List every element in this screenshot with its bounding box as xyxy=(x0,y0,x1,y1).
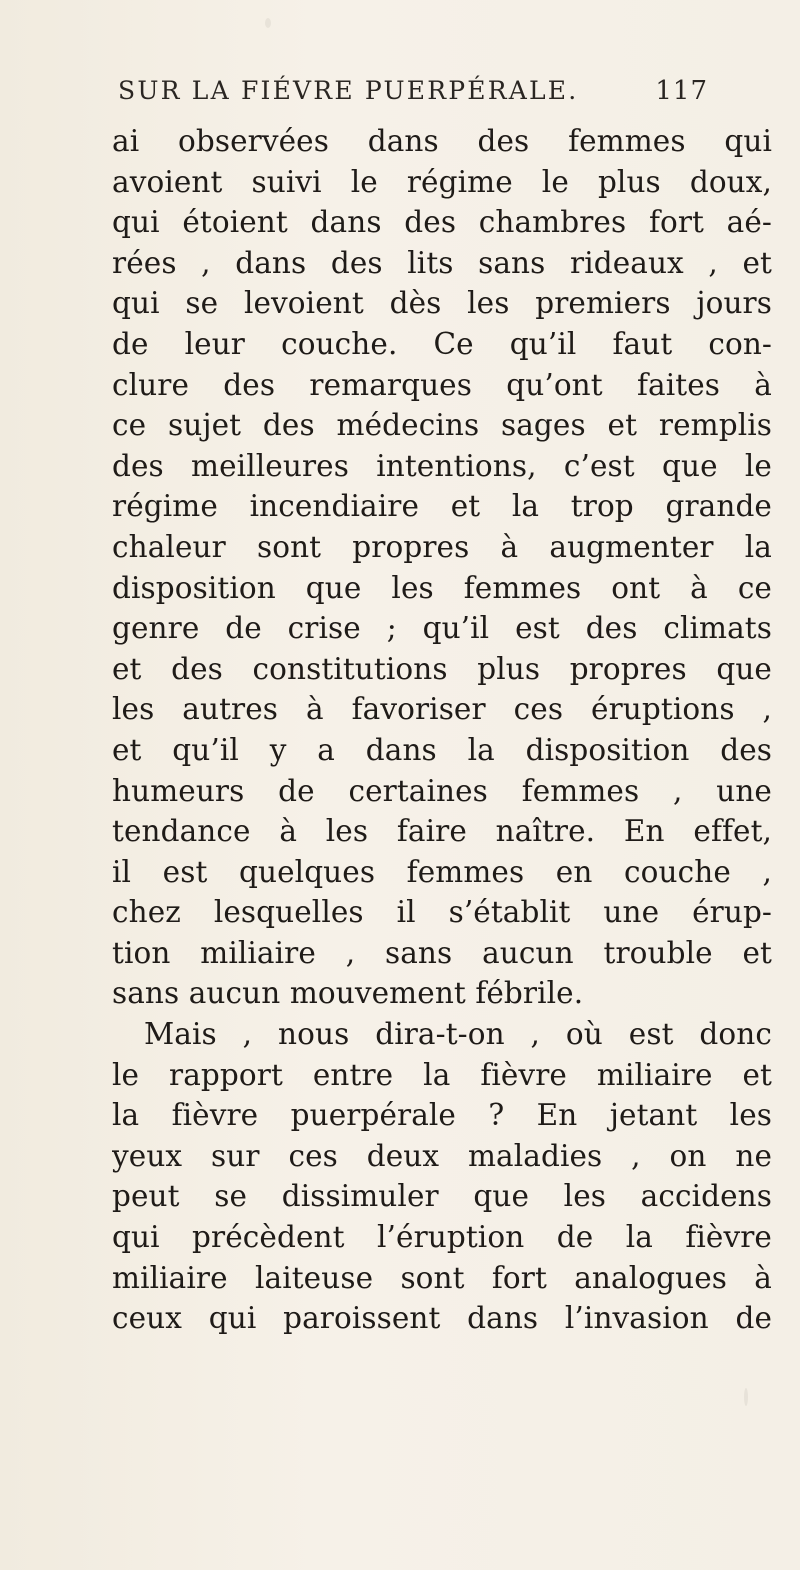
text-line: qui précèdent l’éruption de la fièvre xyxy=(112,1220,772,1255)
text-line: tendance à les faire naître. En effet, xyxy=(112,814,772,849)
paper-blemish xyxy=(265,18,271,28)
text-line: clure des remarques qu’ont faites à xyxy=(112,367,772,402)
body-text xyxy=(112,121,772,1339)
running-title: SUR LA FIÉVRE PUERPÉRALE. xyxy=(118,76,579,105)
text-line: rées , dans des lits sans rideaux , et xyxy=(112,245,772,280)
text-line: ai observées dans des femmes qui xyxy=(112,124,772,158)
text-line: des meilleures intentions, c’est que le xyxy=(112,448,772,483)
text-line: ceux qui paroissent dans l’invasion de xyxy=(112,1301,772,1336)
text-line: ce sujet des médecins sages et remplis xyxy=(112,408,772,443)
text-line: de leur couche. Ce qu’il faut con- xyxy=(112,326,772,361)
text-line: régime incendiaire et la trop grande xyxy=(112,489,772,524)
text-line: et des constitutions plus propres que xyxy=(112,651,772,686)
text-line: miliaire laiteuse sont fort analogues à xyxy=(112,1260,772,1295)
text-line: genre de crise ; qu’il est des climats xyxy=(112,611,772,646)
text-line: il est quelques femmes en couche , xyxy=(112,854,772,889)
text-line: Mais , nous dira-t-on , où est donc xyxy=(144,1017,772,1052)
text-line: avoient suivi le régime le plus doux, xyxy=(112,164,772,199)
text-line: humeurs de certaines femmes , une xyxy=(112,773,772,808)
text-line: disposition que les femmes ont à ce xyxy=(112,570,772,605)
text-line: chaleur sont propres à augmenter la xyxy=(112,529,772,564)
text-line: peut se dissimuler que les accidens xyxy=(112,1179,772,1214)
page-number: 117 xyxy=(655,76,708,106)
text-line: sans aucun mouvement fébrile. xyxy=(112,976,584,1011)
text-line: la fièvre puerpérale ? En jetant les xyxy=(112,1098,772,1133)
text-line: qui étoient dans des chambres fort aé- xyxy=(112,205,772,240)
text-line: yeux sur ces deux maladies , on ne xyxy=(112,1138,772,1173)
text-line: tion miliaire , sans aucun trouble et xyxy=(112,935,772,970)
paper-blemish xyxy=(744,1388,748,1406)
text-line: chez lesquelles il s’établit une érup- xyxy=(112,895,772,930)
text-line: les autres à favoriser ces éruptions , xyxy=(112,692,772,727)
running-head xyxy=(118,76,718,116)
text-line: et qu’il y a dans la disposition des xyxy=(112,732,772,767)
text-line: qui se levoient dès les premiers jours xyxy=(112,286,772,321)
text-line: le rapport entre la fièvre miliaire et xyxy=(112,1057,772,1092)
